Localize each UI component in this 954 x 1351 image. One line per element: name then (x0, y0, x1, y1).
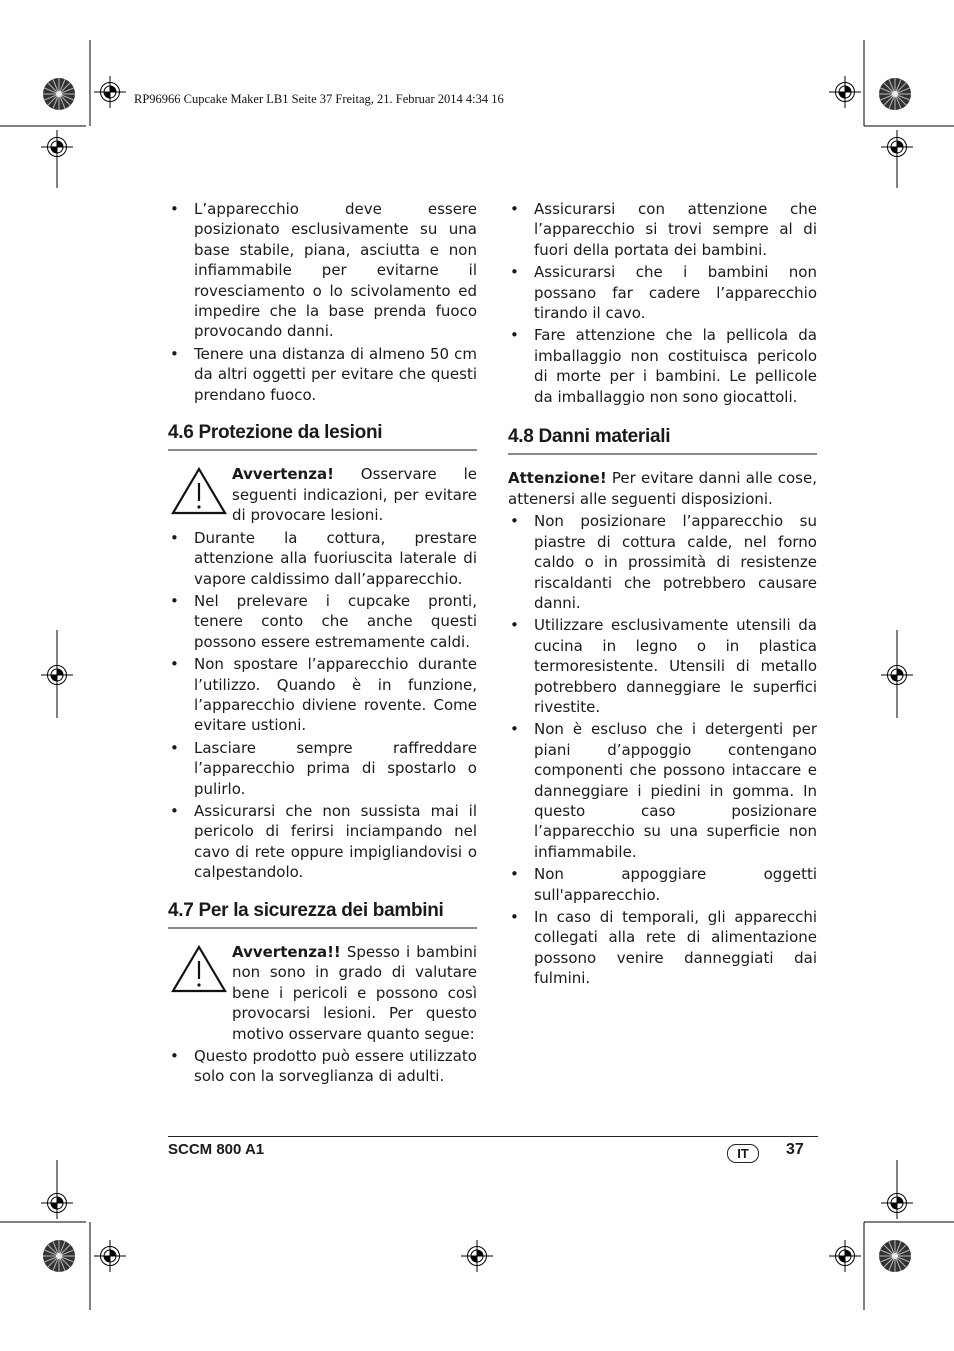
warning-label: Avvertenza! (232, 465, 334, 484)
list-item: • Assicurarsi che i bambini non possano far cadere l’apparecchio tirando il cavo. (508, 262, 817, 323)
left-column (168, 199, 477, 1089)
list-item: • Durante la cottura, prestare attenzione alla fuoriuscita laterale di vapore caldissimo dall’apparecchio. (168, 528, 477, 589)
warning-text: Osservare le seguenti indicazioni, per evitare di provocare lesioni. (232, 465, 477, 525)
list-item: • Assicurarsi con attenzione che l’apparecchio si trovi sempre al di fuori della portata dei bambini. (508, 199, 817, 260)
intro-list-left (168, 199, 477, 405)
list-4-7 (168, 1046, 477, 1087)
footer-rule (168, 1136, 818, 1137)
list-item: • Non appoggiare oggetti sull'apparecchio. (508, 864, 817, 905)
attention-label: Attenzione! (508, 469, 607, 488)
right-column (508, 199, 817, 991)
section-heading-4-8: 4.8 Danni materiali (508, 427, 817, 455)
list-item: • L’apparecchio deve essere posizionato esclusivamente su una base stabile, piana, asciutta e non infiammabile per evitarne il rovesciamento o lo scivolamento ed impedire che la base prenda fuoco provocando danni. (168, 199, 477, 342)
section-heading-4-7: 4.7 Per la sicurezza dei bambini (168, 901, 477, 929)
page-number: 37 (786, 1141, 804, 1158)
warning-triangle-icon (170, 944, 228, 994)
language-badge: IT (727, 1144, 759, 1163)
list-item: • Nel prelevare i cupcake pronti, tenere conto che anche questi possono essere estremamente caldi. (168, 591, 477, 652)
warning-block-4-6 (168, 464, 477, 525)
list-4-6 (168, 528, 477, 883)
warning-text: Spesso i bambini non sono in grado di valutare bene i pericoli e possono così provocarsi lesioni. Per questo motivo osservare quanto segue: (232, 943, 477, 1043)
warning-block-4-7 (168, 942, 477, 1044)
attention-block-4-8 (508, 468, 817, 509)
warning-label: Avvertenza!! (232, 943, 341, 961)
list-item: • Tenere una distanza di almeno 50 cm da altri oggetti per evitare che questi prendano fuoco. (168, 344, 477, 405)
list-item: • Lasciare sempre raffreddare l’apparecchio prima di spostarlo o pulirlo. (168, 738, 477, 799)
section-heading-4-6: 4.6 Protezione da lesioni (168, 423, 477, 451)
intro-list-right (508, 199, 817, 407)
list-item: • Non spostare l’apparecchio durante l’utilizzo. Quando è in funzione, l’apparecchio diviene rovente. Come evitare ustioni. (168, 654, 477, 736)
list-item: • Non è escluso che i detergenti per piani d’appoggio contengano componenti che possono intaccare e danneggiare i piedini in gomma. In questo caso posizionare l’apparecchio su una superficie non infiammabile. (508, 719, 817, 862)
warning-triangle-icon (170, 466, 228, 516)
attention-text: Per evitare danni alle cose, attenersi alle seguenti disposizioni. (508, 469, 817, 508)
list-item: • Assicurarsi che non sussista mai il pericolo di ferirsi inciampando nel cavo di rete oppure impigliandovisi o calpestandolo. (168, 801, 477, 883)
list-item: • Utilizzare esclusivamente utensili da cucina in legno o in plastica termoresistente. Utensili di metallo potrebbero danneggiare le superfici rivestite. (508, 615, 817, 717)
print-slug: RP96966 Cupcake Maker LB1 Seite 37 Freitag, 21. Februar 2014 4:34 16 (134, 92, 504, 106)
list-item: • In caso di temporali, gli apparecchi collegati alla rete di alimentazione possono venire danneggiati dai fulmini. (508, 907, 817, 989)
list-item: • Questo prodotto può essere utilizzato solo con la sorveglianza di adulti. (168, 1046, 477, 1087)
list-item: • Fare attenzione che la pellicola da imballaggio non costituisca pericolo di morte per i bambini. Le pellicole da imballaggio non sono giocattoli. (508, 325, 817, 407)
footer-model: SCCM 800 A1 (168, 1141, 265, 1158)
list-4-8 (508, 511, 817, 988)
list-item: • Non posizionare l’apparecchio su piastre di cottura calde, nel forno caldo o in prossimità di resistenze riscaldanti che potrebbero causare danni. (508, 511, 817, 613)
